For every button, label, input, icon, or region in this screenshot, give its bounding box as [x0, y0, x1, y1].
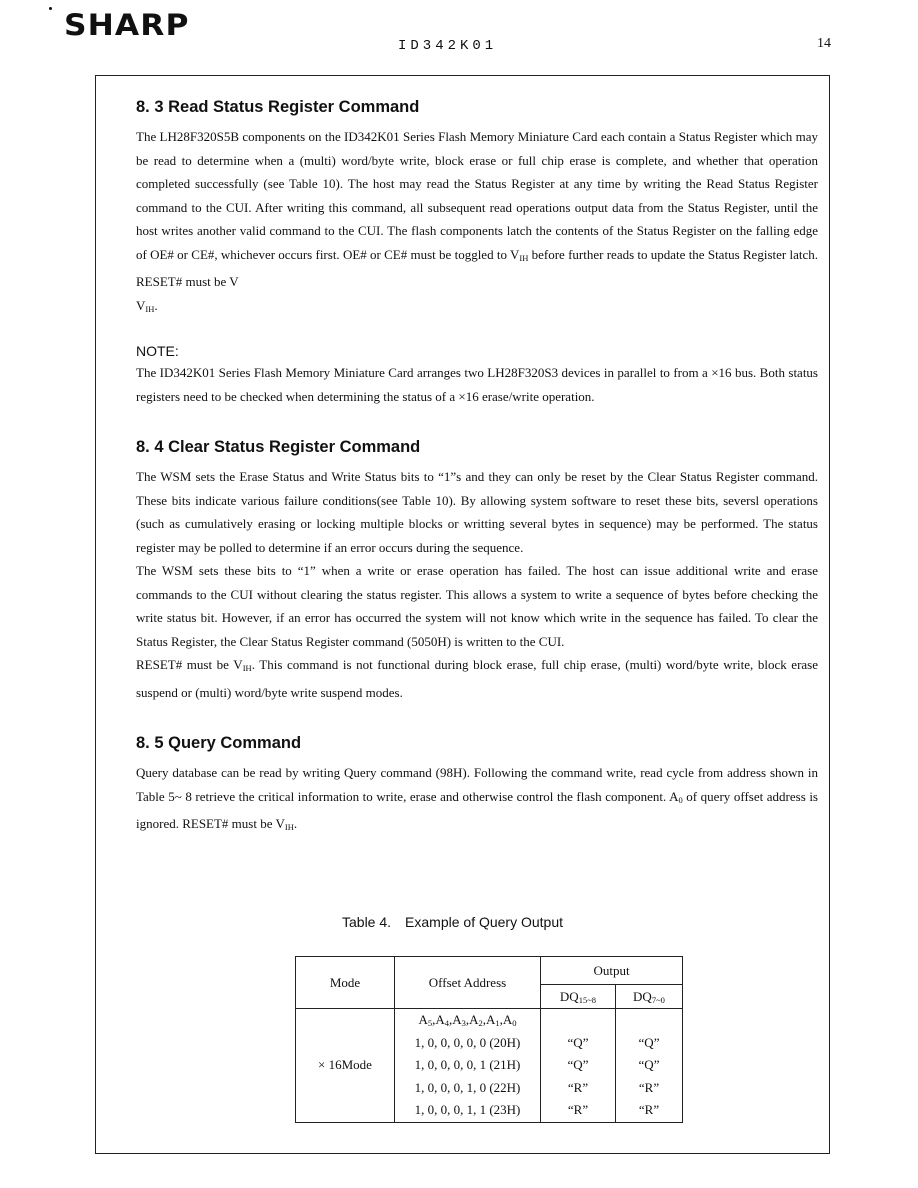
mode-cell: × 16Mode — [296, 1009, 395, 1123]
table-row-offset: 1, 0, 0, 0, 0, 1 (21H) — [414, 1057, 521, 1072]
table-row-offset: 1, 0, 0, 0, 0, 0 (20H) — [414, 1034, 521, 1050]
table-row-dq-low: “R” — [638, 1102, 660, 1117]
table-row-dq-low: “Q” — [638, 1057, 660, 1072]
header-mode: Mode — [296, 957, 395, 1009]
section-8-3 — [136, 98, 818, 408]
logo-mark — [49, 7, 52, 10]
header-offset-address: Offset Address — [395, 957, 541, 1009]
offset-cell — [395, 1009, 541, 1123]
table-row-offset: 1, 0, 0, 0, 1, 0 (22H) — [414, 1079, 521, 1095]
section-title: 8. 3 Read Status Register Command — [136, 98, 420, 116]
table-row-dq-low: “R” — [638, 1079, 660, 1095]
note-label: NOTE: — [136, 343, 179, 359]
query-output-table — [295, 956, 683, 1123]
table-row-dq-high: “Q” — [567, 1057, 589, 1072]
table-row-dq-high: “Q” — [567, 1034, 589, 1050]
table-row-offset: 1, 0, 0, 0, 1, 1 (23H) — [414, 1102, 521, 1117]
header-output: Output — [541, 957, 683, 985]
paragraph: Query database can be read by writing Query command (98H). Following the command write, read cycle from address shown in Table 5~ 8 retrieve the critical information to write, erase and otherwise control the flash component. $A_0$ of query offset address is ignored. RESET# must be $V_{IH}$. — [136, 765, 818, 832]
address-bits-header: $A_5,A_4,A_3,A_2,A_1,A_0$ — [418, 1012, 517, 1028]
section-8-4 — [136, 438, 818, 704]
paragraph: The WSM sets the Erase Status and Write Status bits to “1”s and they can only be reset by the Clear Status Register command. These bits indicate various failure conditions(see Table 10). By allowing system software to reset these bits, seversl operations (such as cumulatively erasing or locking multiple blocks or writting several bytes in sequence) may be performed. The status register may be polled to determine if an error occurs during the sequence. — [136, 469, 818, 555]
table-row-dq-high: “R” — [567, 1102, 589, 1117]
paragraph: The WSM sets these bits to “1” when a write or erase operation has failed. The host can issue additional write and erase commands to the CUI without clearing the status register. This allows a system to write a sequence of bytes before checking the write status bit. However, if an error has occurred the system will not know which write in the sequence has failed. To clear the Status Register, the Clear Status Register command (5050H) is written to the CUI. — [136, 563, 818, 649]
header-dq-high: $DQ_{15\sim 8}$ — [541, 985, 616, 1009]
section-body: The LH28F320S5B components on the ID342K01 Series Flash Memory Miniature Card each contain a Status Register which may be read to determine when a (multi) word/byte write, block erase or full chip erase is complete, and whether that operation completed successfully (see Table 10). The host may read the Status Register at any time by writing the Read Status Register command to the CUI. After writing this command, all subsequent read operations output data from the Status Register, until the host writes another valid command to the CUI. The flash components latch the contents of the Status Register on the falling edge of OE# or CE#, whichever occurs first. OE# or CE# must be toggled to $V_{IH}$ before further reads to update the Status Register latch. RESET# must be V $V_{IH}$. — [136, 129, 818, 314]
paragraph: RESET# must be $V_{IH}$. This command is not functional during block erase, full chip erase, (multi) word/byte write, block erase suspend or (multi) word/byte write suspend modes. — [136, 657, 818, 700]
table-row-dq-low: “Q” — [638, 1034, 660, 1050]
page-content — [136, 98, 818, 840]
section-8-5 — [136, 734, 818, 840]
page-number: 14 — [817, 36, 831, 51]
header-dq-low: $DQ_{7\sim 0}$ — [616, 985, 683, 1009]
section-title: 8. 5 Query Command — [136, 734, 302, 752]
document-id: ID342K01 — [398, 38, 498, 54]
dq-high-cell — [541, 1009, 616, 1123]
section-title: 8. 4 Clear Status Register Command — [136, 438, 421, 456]
table-caption: Table 4. Example of Query Output — [342, 914, 564, 930]
sharp-logo: SHARP — [64, 8, 190, 42]
table-row-dq-high: “R” — [567, 1079, 589, 1095]
note-text: The ID342K01 Series Flash Memory Miniature Card arranges two LH28F320S3 devices in parallel to from a ×16 bus. Both status registers need to be checked when determining the status of a ×16 erase/write operation. — [136, 365, 818, 404]
dq-low-cell — [616, 1009, 683, 1123]
